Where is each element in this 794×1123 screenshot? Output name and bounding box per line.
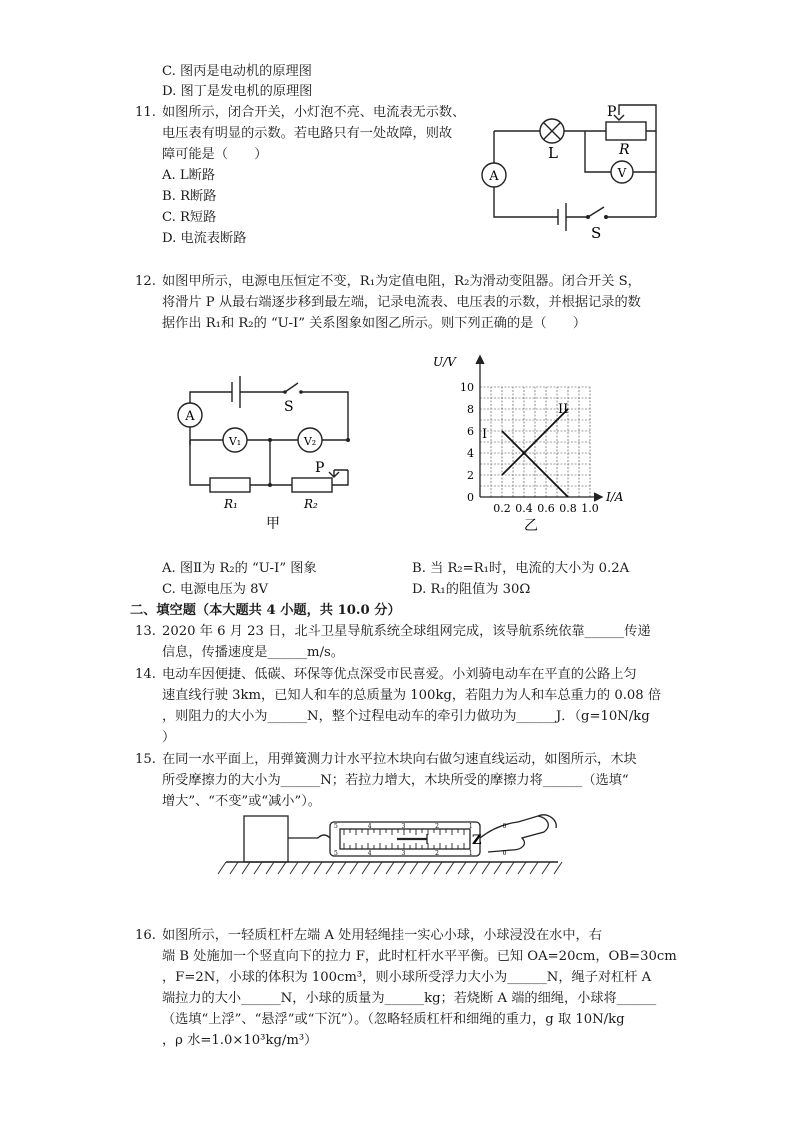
q14-line-2: 速直线行驶 3km，已知人和车的总质量为 100kg，若阻力为人和车总重力的 0.08 倍 [162, 688, 662, 703]
q11-option-c: C. R短路 [162, 210, 217, 225]
x-tick-label: 0.4 [515, 502, 533, 515]
lamp-label: L [548, 144, 558, 162]
slider-label: P [607, 104, 617, 120]
y-tick-label: 6 [467, 425, 474, 438]
q12-circuit-jia [170, 370, 365, 540]
q15-line-2: 所受摩擦力的大小为______N；若拉力增大，木块所受的摩擦力将______（选填“ [162, 773, 629, 788]
q14-line-1: 电动车因便捷、低碳、环保等优点深受市民喜爱。小刘骑电动车在平直的公路上匀 [162, 667, 637, 682]
q16-line-1: 如图所示，一轻质杠杆左端 A 处用轻绳挂一实心小球，小球浸没在水中，右 [162, 928, 602, 943]
voltmeter-1-label: V₁ [228, 435, 242, 448]
ammeter-label: A [489, 169, 499, 184]
voltmeter-2-label: V₂ [303, 435, 317, 448]
q13-line-1: 2020 年 6 月 23 日，北斗卫星导航系统全球组网完成，该导航系统依靠______传递 [162, 624, 651, 639]
q12-option-a: A. 图Ⅱ为 R₂的 “U-I” 图象 [162, 561, 317, 576]
q15-spring-scale-figure [222, 808, 562, 880]
q15-line-1: 在同一水平面上，用弹簧测力计水平拉木块向右做匀速直线运动，如图所示，木块 [162, 752, 637, 767]
q12-number: 12. [135, 274, 156, 289]
q14-number: 14. [135, 667, 156, 682]
y-axis-label: U/V [433, 355, 456, 369]
q14-line-3: ，则阻力的大小为______N，整个过程电动车的牵引力做功为______J．（g=10N/kg [162, 709, 650, 724]
q10-option-c: C. 图丙是电动机的原理图 [162, 64, 312, 79]
switch-label: S [284, 399, 294, 415]
q11-circuit-diagram [480, 100, 670, 245]
switch-label: S [591, 224, 602, 242]
q11-number: 11. [135, 105, 156, 120]
q12-line-2: 将滑片 P 从最右端逐步移到最左端，记录电流表、电压表的示数，并根据记录的数 [162, 295, 641, 310]
q11-line-3: 障可能是（ ） [162, 147, 268, 162]
q15-number: 15. [135, 752, 156, 767]
section-2-title: 二、填空题（本大题共 4 小题，共 10.0 分） [130, 603, 401, 618]
q11-option-a: A. L断路 [162, 168, 216, 183]
fig-jia-caption: 甲 [266, 516, 280, 532]
scale-numbers-top: 5 4 3 2 1 0 [334, 823, 521, 830]
q14-line-4: ） [162, 730, 176, 745]
y-tick-label: 10 [460, 381, 474, 394]
q13-number: 13. [135, 624, 156, 639]
line-2-label: II [558, 402, 569, 417]
scale-numbers-bottom: 5 4 3 2 1 0 [334, 850, 521, 857]
q16-line-5: （选填“上浮”、“悬浮”或“下沉”）。（忽略轻质杠杆和细绳的重力，g 取 10N/kg [162, 1012, 625, 1027]
q13-line-2: 信息，传播速度是______m/s。 [162, 645, 344, 660]
q16-line-3: ，F=2N，小球的体积为 100cm³，则小球所受浮力大小为______N，绳子对杠杆 A [162, 970, 652, 985]
q10-option-d: D. 图丁是发电机的原理图 [162, 84, 313, 99]
q16-number: 16. [135, 928, 156, 943]
scale-z-label: Z [472, 833, 482, 848]
q11-line-1: 如图所示，闭合开关，小灯泡不亮、电流表无示数、 [162, 105, 466, 120]
q12-option-b: B. 当 R₂=R₁时，电流的大小为 0.2A [412, 561, 630, 576]
q12-ui-graph [430, 350, 624, 535]
q12-option-c: C. 电源电压为 8V [162, 582, 269, 597]
slider-label: P [315, 460, 325, 476]
q16-line-2: 端 B 处施加一个竖直向下的拉力 F，此时杠杆水平平衡。已知 OA=20cm，OB=30cm [162, 949, 677, 964]
y-tick-label: 4 [467, 447, 474, 460]
q16-line-6: ，ρ 水=1.0×10³kg/m³） [162, 1033, 318, 1048]
line-1-label: I [482, 427, 488, 442]
y-tick-label: 2 [467, 469, 474, 482]
q12-option-d: D. R₁的阻值为 30Ω [412, 582, 531, 597]
y-tick-label: 8 [467, 403, 474, 416]
q15-line-3: 增大”、“不变”或“减小”）。 [162, 794, 321, 809]
q12-line-3: 据作出 R₁和 R₂的 “U-I” 关系图象如图乙所示。则下列正确的是（ ） [162, 316, 587, 331]
r1-label: R₁ [224, 497, 238, 511]
fig-yi-caption: 乙 [524, 518, 538, 534]
x-tick-label: 0.6 [537, 502, 555, 515]
q11-option-b: B. R断路 [162, 189, 217, 204]
x-tick-label: 0.2 [493, 502, 511, 515]
x-axis-label: I/A [606, 490, 624, 504]
y-tick-label: 0 [467, 491, 474, 504]
q12-line-1: 如图甲所示，电源电压恒定不变，R₁为定值电阻，R₂为滑动变阻器。闭合开关 S， [162, 274, 641, 289]
q16-line-4: 端拉力的大小______N，小球的质量为______kg；若烧断 A 端的细绳，小球将______ [162, 991, 657, 1006]
voltmeter-label: V [617, 166, 627, 180]
wooden-block [244, 816, 288, 862]
r2-label: R₂ [304, 497, 318, 511]
rheostat-label: R [619, 142, 630, 158]
x-tick-label: 1.0 [581, 502, 599, 515]
x-tick-label: 0.8 [559, 502, 577, 515]
q11-line-2: 电压表有明显的示数。若电路只有一处故障，则故 [162, 126, 453, 141]
ammeter-label: A [185, 409, 195, 424]
q11-option-d: D. 电流表断路 [162, 231, 247, 246]
